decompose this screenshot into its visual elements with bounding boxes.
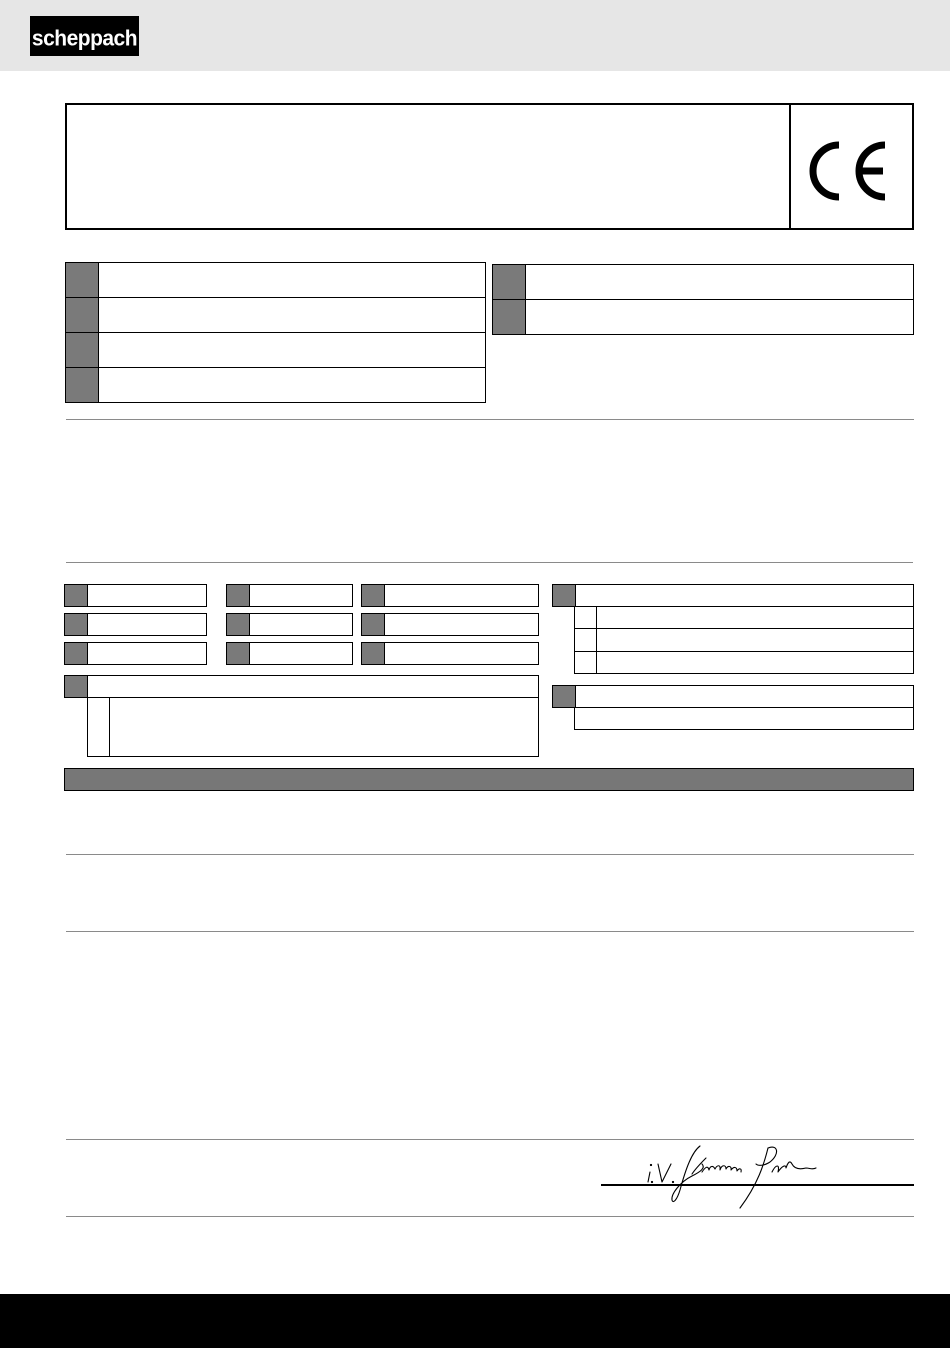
info-field-6: [492, 299, 914, 335]
field-marker: [227, 585, 250, 606]
directive-field: [226, 642, 353, 665]
directive-field: [361, 642, 539, 665]
directive-subfield: [87, 697, 539, 757]
scheppach-logo: [30, 16, 139, 56]
field-marker: [227, 614, 250, 635]
field-marker: [65, 643, 88, 664]
declaration-title-box: [65, 103, 914, 230]
subfield-marker: [575, 607, 597, 628]
field-marker: [66, 333, 99, 367]
directive-field: [361, 584, 539, 607]
header-band: [0, 0, 950, 71]
field-marker: [362, 585, 385, 606]
ce-mark-cell: [789, 105, 912, 228]
info-field-2: [65, 297, 486, 333]
field-marker: [66, 298, 99, 332]
divider: [66, 562, 913, 563]
subfield-marker: [88, 698, 110, 756]
svg-text:scheppach: scheppach: [31, 25, 138, 51]
field-marker: [553, 686, 576, 707]
directive-field: [226, 613, 353, 636]
directive-field: [361, 613, 539, 636]
field-marker: [227, 643, 250, 664]
subfield-marker: [575, 652, 597, 673]
ce-mark-icon: [809, 141, 891, 201]
field-marker: [65, 585, 88, 606]
signature: [640, 1138, 830, 1215]
field-marker: [493, 265, 526, 299]
info-field-1: [65, 262, 486, 298]
field-marker: [66, 368, 99, 402]
directive-field-wide: [552, 685, 914, 708]
divider: [66, 931, 914, 932]
directive-field-wide: [64, 675, 539, 698]
footer-band: [0, 1294, 950, 1348]
signature-line: [601, 1184, 914, 1186]
section-bar: [64, 768, 914, 791]
divider: [66, 854, 914, 855]
field-marker: [362, 643, 385, 664]
directive-field: [64, 642, 207, 665]
field-marker: [65, 676, 88, 697]
info-field-5: [492, 264, 914, 300]
directive-field: [64, 613, 207, 636]
field-marker: [493, 300, 526, 334]
directive-field-wide: [552, 584, 914, 607]
divider: [66, 1216, 914, 1217]
info-field-4: [65, 367, 486, 403]
directive-field: [64, 584, 207, 607]
field-marker: [553, 585, 576, 606]
directive-subfield: [574, 651, 914, 674]
subfield-marker: [575, 629, 597, 651]
field-marker: [362, 614, 385, 635]
directive-field: [226, 584, 353, 607]
directive-subfield: [574, 707, 914, 730]
field-marker: [66, 263, 99, 297]
info-field-3: [65, 332, 486, 368]
directive-subfield: [574, 628, 914, 652]
field-marker: [65, 614, 88, 635]
divider: [66, 419, 914, 420]
directive-subfield: [574, 606, 914, 629]
